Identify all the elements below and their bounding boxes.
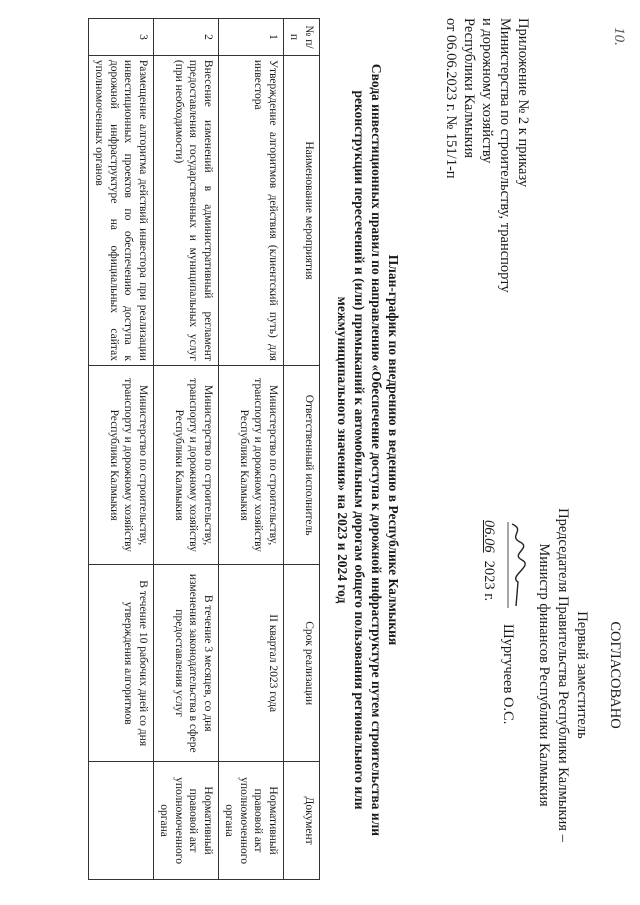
order-line3: и дорожному хозяйству: [479, 18, 495, 164]
approval-date-year: 2023 г.: [481, 560, 497, 602]
header-term: Срок реализации: [284, 565, 320, 762]
plan-table: [88, 18, 320, 880]
table-row: [219, 19, 284, 880]
approval-position-line1: Первый заместитель: [574, 611, 590, 739]
order-reference: [442, 18, 532, 348]
document-title: [334, 20, 402, 880]
cell-executor: Министерство по строительству, транспорту и дорожному хозяйству Республики Калмыкия: [219, 365, 284, 564]
order-line4: Республики Калмыкия: [461, 18, 477, 159]
cell-name: Утверждение алгоритмов действия (клиентский путь) для инвестора: [219, 55, 284, 365]
header-executor: Ответственный исполнитель: [284, 365, 320, 564]
header-num: № п/п: [284, 19, 320, 56]
cell-term: В течение 3 месяцев, со дня изменения законодательства в сфере предоставления услуг: [154, 565, 219, 762]
approval-date-day: 06.06: [481, 520, 497, 553]
title-line1: План-график по внедрению в ведению в Республике Калмыкия: [386, 254, 401, 646]
cell-document: [89, 762, 154, 880]
cell-name: Внесение изменений в административный регламент предоставления государственных и муниципальных услуг (при необходимости): [154, 55, 219, 365]
table-row: [89, 19, 154, 880]
cell-executor: Министерство по строительству, транспорту и дорожному хозяйству Республики Калмыкия: [89, 365, 154, 564]
signatory-name: Шургучеев О.С.: [500, 624, 516, 725]
cell-num: 2: [154, 19, 219, 56]
approval-heading: СОГЛАСОВАНО: [607, 621, 623, 729]
order-line2: Министерства по строительству, транспорту: [497, 18, 513, 293]
table-row: [154, 19, 219, 880]
approval-position-line2: Председателя Правительства Республики Калмыкия –: [555, 508, 571, 842]
cell-document: Нормативный правовой акт уполномоченного органа: [219, 762, 284, 880]
order-line1: Приложение № 2 к приказу: [515, 18, 531, 188]
header-name: Наименование мероприятия: [284, 55, 320, 365]
title-line3: реконструкции пересечений и (или) примыканий к автомобильным дорогам общего пользования регионального или: [352, 90, 367, 810]
table-header-row: [284, 19, 320, 880]
cell-num: 3: [89, 19, 154, 56]
page-number: 10.: [611, 27, 628, 46]
header-document: Документ: [284, 762, 320, 880]
title-line4: межмуниципального значения» на 2023 и 2024 год: [335, 296, 350, 604]
signature-row: [498, 460, 530, 890]
cell-document: Нормативный правовой акт уполномоченного органа: [154, 762, 219, 880]
cell-name: Размещение алгоритма действий инвестора при реализации инвестиционных проектов по обеспечению доступа к дорожной инфраструктуре на официальных сайтах уполномоченных органов: [89, 55, 154, 365]
handwritten-signature: [500, 520, 530, 610]
cell-num: 1: [219, 19, 284, 56]
approval-date: [479, 460, 498, 890]
cell-term: II квартал 2023 года: [219, 565, 284, 762]
approval-position-line3: Министр финансов Республики Калмыкия: [536, 543, 552, 807]
order-line5: от 06.06.2023 г. № 151/1-п: [443, 18, 459, 179]
approval-block: [479, 460, 624, 890]
cell-term: В течение 10 рабочих дней со дня утверждения алгоритмов: [89, 565, 154, 762]
cell-executor: Министерство по строительству, транспорту и дорожному хозяйству Республики Калмыкия: [154, 365, 219, 564]
title-line2: Свода инвестиционных правил по направлению «Обеспечение доступа к дорожной инфраструктуре путем строительства или: [369, 63, 384, 837]
